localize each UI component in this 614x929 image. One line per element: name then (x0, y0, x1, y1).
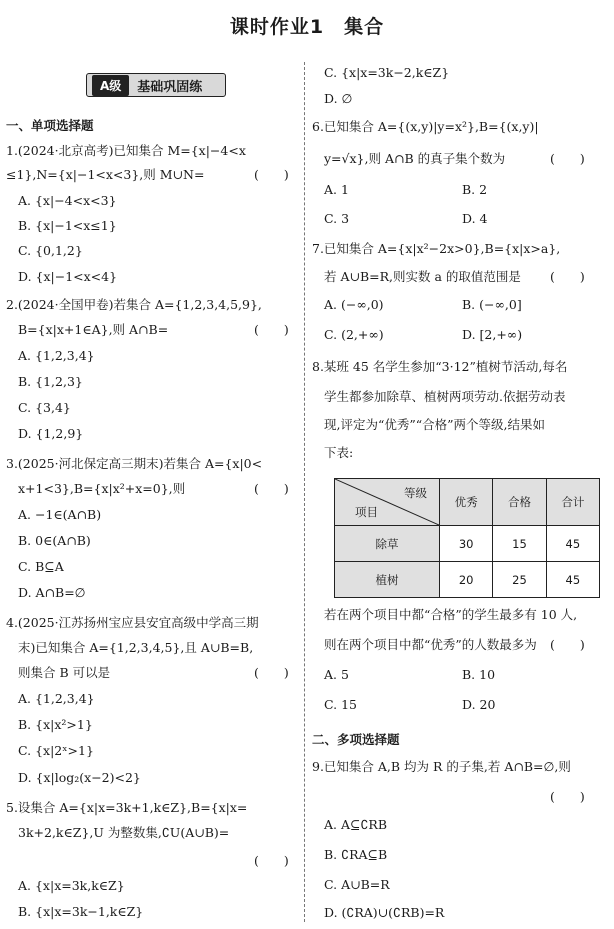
q7-line1: 7.已知集合 A={x|x²−2x>0},B={x|x>a}, (312, 241, 561, 256)
q7-option-a[interactable]: A. (−∞,0) (324, 297, 384, 312)
section-heading-multiple: 二、多项选择题 (312, 732, 400, 747)
q2-answer-bracket[interactable]: ( ) (254, 322, 289, 337)
q2-option-c[interactable]: C. {3,4} (18, 400, 71, 415)
table-header-cell: 合计 (546, 479, 599, 526)
q5-line2: 3k+2,k∈Z},U 为整数集,∁U(A∪B)= (18, 825, 230, 840)
q7-answer-bracket[interactable]: ( ) (550, 269, 585, 284)
table-row (335, 562, 600, 598)
q6-option-c[interactable]: C. 3 (324, 211, 350, 226)
table-header-level: 等级 (404, 486, 427, 500)
q4-answer-bracket[interactable]: ( ) (254, 665, 289, 680)
q3-line1: 3.(2025·河北保定高三期末)若集合 A={x|0< (6, 456, 263, 471)
q8-option-b[interactable]: B. 10 (462, 667, 496, 682)
level-tag: A级 (92, 75, 129, 96)
table-cell: 15 (493, 526, 546, 562)
q6-option-a[interactable]: A. 1 (324, 182, 349, 197)
q8-option-c[interactable]: C. 15 (324, 697, 357, 712)
score-table (334, 478, 600, 598)
q2-option-d[interactable]: D. {1,2,9} (18, 426, 84, 441)
level-text: 基础巩固练 (137, 79, 203, 95)
q7-option-d[interactable]: D. [2,+∞) (462, 327, 523, 342)
q1-option-b[interactable]: B. {x|−1<x≤1} (18, 218, 117, 233)
q8-after-line2: 则在两个项目中都“优秀”的人数最多为 (324, 637, 537, 652)
table-diagonal-header (335, 479, 440, 526)
q1-answer-bracket[interactable]: ( ) (254, 167, 289, 182)
q9-option-d[interactable]: D. (∁RA)∪(∁RB)=R (324, 905, 445, 920)
column-divider (304, 62, 305, 922)
q8-answer-bracket[interactable]: ( ) (550, 637, 585, 652)
q6-answer-bracket[interactable]: ( ) (550, 151, 585, 166)
q4-line2: 末)已知集合 A={1,2,3,4,5},且 A∪B=B, (18, 640, 254, 655)
q4-line3: 则集合 B 可以是 (18, 665, 111, 680)
q9-answer-bracket[interactable]: ( ) (550, 789, 585, 804)
q2-line2: B={x|x+1∈A},则 A∩B= (18, 322, 169, 337)
q3-option-b[interactable]: B. 0∈(A∩B) (18, 533, 91, 548)
q8-option-a[interactable]: A. 5 (324, 667, 349, 682)
q4-option-d[interactable]: D. {x|log₂(x−2)<2} (18, 770, 141, 785)
q7-option-c[interactable]: C. (2,+∞) (324, 327, 384, 342)
table-cell: 25 (493, 562, 546, 598)
q5-option-b[interactable]: B. {x|x=3k−1,k∈Z} (18, 904, 144, 919)
q8-line4: 下表: (324, 445, 354, 460)
table-row (335, 526, 600, 562)
table-header-cell: 合格 (493, 479, 546, 526)
q1-option-c[interactable]: C. {0,1,2} (18, 243, 83, 258)
table-cell: 45 (546, 562, 599, 598)
q5-answer-bracket[interactable]: ( ) (254, 853, 289, 868)
q3-answer-bracket[interactable]: ( ) (254, 481, 289, 496)
q2-option-b[interactable]: B. {1,2,3} (18, 374, 83, 389)
q3-option-d[interactable]: D. A∩B=∅ (18, 585, 86, 600)
q6-line2: y=√x},则 A∩B 的真子集个数为 (324, 151, 506, 166)
q8-line3: 现,评定为“优秀”“合格”两个等级,结果如 (324, 417, 546, 432)
q9-line1: 9.已知集合 A,B 均为 R 的子集,若 A∩B=∅,则 (312, 759, 571, 774)
q1-option-a[interactable]: A. {x|−4<x<3} (18, 193, 117, 208)
table-row-label: 除草 (335, 526, 440, 562)
q9-option-c[interactable]: C. A∪B=R (324, 877, 390, 892)
q4-option-c[interactable]: C. {x|2ˣ>1} (18, 743, 94, 758)
q3-line2: x+1<3},B={x|x²+x=0},则 (18, 481, 186, 496)
q8-line2: 学生都参加除草、植树两项劳动.依据劳动表 (324, 389, 566, 404)
q9-option-b[interactable]: B. ∁RA⊆B (324, 847, 388, 862)
table-row-label: 植树 (335, 562, 440, 598)
table-cell: 45 (546, 526, 599, 562)
q7-option-b[interactable]: B. (−∞,0] (462, 297, 522, 312)
q2-line1: 2.(2024·全国甲卷)若集合 A={1,2,3,4,5,9}, (6, 297, 262, 312)
q8-option-d[interactable]: D. 20 (462, 697, 496, 712)
q4-line1: 4.(2025·江苏扬州宝应县安宜高级中学高三期 (6, 615, 259, 630)
q3-option-c[interactable]: C. B⊆A (18, 559, 64, 574)
table-cell: 30 (440, 526, 493, 562)
level-banner (86, 73, 226, 97)
table-header-item: 项目 (355, 505, 378, 519)
q4-option-b[interactable]: B. {x|x²>1} (18, 717, 93, 732)
q6-option-b[interactable]: B. 2 (462, 182, 488, 197)
q9-option-a[interactable]: A. A⊆∁RB (324, 817, 388, 832)
q6-option-d[interactable]: D. 4 (462, 211, 488, 226)
page-title: 课时作业1 集合 (229, 16, 385, 38)
q5-option-d[interactable]: D. ∅ (324, 91, 353, 106)
table-header-row (335, 479, 600, 526)
q5-option-a[interactable]: A. {x|x=3k,k∈Z} (18, 878, 125, 893)
q8-after-line1: 若在两个项目中都“合格”的学生最多有 10 人, (324, 607, 578, 622)
q5-line1: 5.设集合 A={x|x=3k+1,k∈Z},B={x|x= (6, 800, 248, 815)
q1-line2: ≤1},N={x|−1<x<3},则 M∪N= (6, 167, 205, 182)
q2-option-a[interactable]: A. {1,2,3,4} (18, 348, 95, 363)
q1-option-d[interactable]: D. {x|−1<x<4} (18, 269, 118, 284)
section-heading-single: 一、单项选择题 (6, 118, 94, 133)
q1-line1: 1.(2024·北京高考)已知集合 M={x|−4<x (6, 143, 246, 158)
q6-line1: 6.已知集合 A={(x,y)|y=x²},B={(x,y)| (312, 119, 539, 134)
q4-option-a[interactable]: A. {1,2,3,4} (18, 691, 95, 706)
q3-option-a[interactable]: A. −1∈(A∩B) (18, 507, 102, 522)
q5-option-c[interactable]: C. {x|x=3k−2,k∈Z} (324, 65, 450, 80)
table-header-cell: 优秀 (440, 479, 493, 526)
q8-line1: 8.某班 45 名学生参加“3·12”植树节活动,每名 (312, 359, 568, 374)
table-cell: 20 (440, 562, 493, 598)
q7-line2: 若 A∪B=R,则实数 a 的取值范围是 (324, 269, 521, 284)
